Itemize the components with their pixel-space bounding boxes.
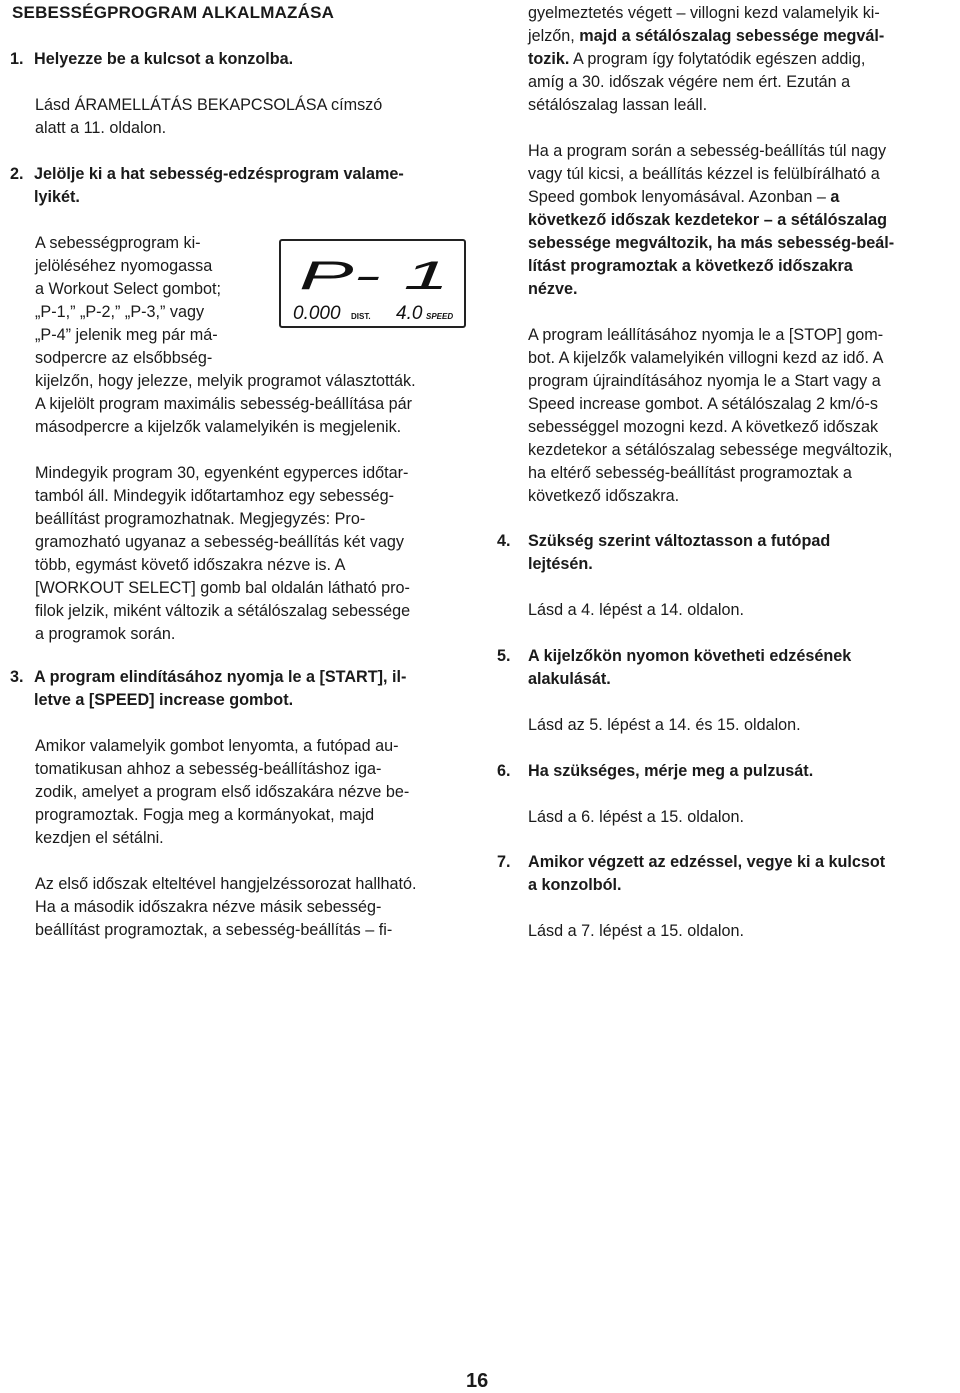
- override-paragraph: [528, 140, 958, 209]
- step-4-reference: Lásd a 4. lépést a 14. oldalon.: [528, 601, 744, 619]
- distance-readout: 0.000: [293, 303, 341, 324]
- step-3: [10, 666, 470, 712]
- step-5: [497, 645, 957, 691]
- override-text: Ha a program során a sebesség-beállítás túl nagy vagy túl kicsi, a beállítás kézzel is felülbírálható a Speed gombok lenyomásával. Azonban –: [528, 142, 887, 206]
- console-display-svg: [281, 241, 464, 326]
- step-6-heading: Ha szükséges, mérje meg a pulzusát.: [528, 762, 814, 780]
- step-2-paragraph-continued: kijelzőn, hogy jelezze, melyik programot választották. A kijelölt program maximális sebesség-beállítása pár másodpercre a kijelzők valamelyikén is megjelenik.: [35, 372, 416, 436]
- right-continuation-line-2: [528, 25, 884, 48]
- console-display-illustration: [279, 239, 466, 328]
- page-number: 16: [466, 1370, 489, 1392]
- step-3-number: 3.: [10, 668, 24, 686]
- speed-label: SPEED: [426, 312, 454, 321]
- step-4: [497, 530, 957, 576]
- step-7-number: 7.: [497, 853, 511, 871]
- program-readout: P- 1: [299, 254, 449, 298]
- step-1-reference: Lásd ÁRAMELLÁTÁS BEKAPCSOLÁSA címszó alatt a 11. oldalon.: [35, 96, 383, 137]
- step-4-heading: Szükség szerint változtasson a futópad lejtésén.: [528, 532, 831, 573]
- step-6-number: 6.: [497, 762, 511, 780]
- distance-label: DIST.: [351, 312, 371, 321]
- step-5-reference: Lásd az 5. lépést a 14. és 15. oldalon.: [528, 716, 801, 734]
- step-5-number: 5.: [497, 647, 511, 665]
- step-7-heading: Amikor végzett az edzéssel, vegye ki a kulcsot a konzolból.: [528, 853, 886, 894]
- step-7: [497, 851, 957, 897]
- override-emphasis: következő időszak kezdetekor – a sétálószalag sebessége megváltozik, ha más sebesség-beál- lítást programoztak a következő időszakra nézve.: [528, 211, 895, 298]
- continuation-text: jelzőn,: [528, 27, 580, 45]
- continuation-emphasis-end: tozik.: [528, 50, 570, 68]
- continuation-text-2: A program így folytatódik egészen addig,: [569, 50, 866, 68]
- step-7-reference: Lásd a 7. lépést a 15. oldalon.: [528, 922, 744, 940]
- step-6-reference: Lásd a 6. lépést a 15. oldalon.: [528, 808, 744, 826]
- step-3-heading: A program elindításához nyomja le a [START], il- letve a [SPEED] increase gombot.: [34, 668, 407, 709]
- stop-paragraph: A program leállításához nyomja le a [STOP] gom- bot. A kijelzők valamelyikén villogni kezd az idő. A program újraindításához nyomja le a Start vagy a Speed increase gombot. A sétálószalag 2 km/ó-s sebességgel mozogni kezd. A következő időszak kezdetekor a sétálószalag sebessége megváltozik, ha eltérő sebesség-beállítást programoztak a következő időszakra.: [528, 326, 893, 505]
- step-4-number: 4.: [497, 532, 511, 550]
- step-6: [497, 760, 957, 783]
- step-2: [10, 163, 470, 209]
- step-3-paragraph-2: Az első időszak elteltével hangjelzéssorozat hallható. Ha a második időszakra nézve másik sebesség- beállítást programoztak, a sebesség-beállítás – fi-: [35, 875, 417, 939]
- right-continuation-line-3: [528, 48, 865, 71]
- step-1-heading: Helyezze be a kulcsot a konzolba.: [34, 50, 294, 68]
- step-2-paragraph-2: Mindegyik program 30, egyenként egyperces időtar- tamból áll. Mindegyik időtartamhoz egy sebesség- beállítást programozhatnak. Megjegyzés: Pro- gramozható ugyanaz a sebesség-beállítás két vagy több, egymást követő időszakra nézve is. A [WORKOUT SELECT] gomb bal oldalán látható pro- filok jelzik, miként változik a sétálószalag sebessége a programok során.: [35, 464, 411, 643]
- continuation-emphasis: majd a sétálószalag sebessége megvál-: [579, 27, 885, 45]
- right-continuation-line-1: gyelmeztetés végett – villogni kezd valamelyik ki-: [528, 4, 880, 22]
- step-3-paragraph-1: Amikor valamelyik gombot lenyomta, a futópad au- tomatikusan ahhoz a sebesség-beállításhoz iga- zodik, amelyet a program első időszakára nézve be- programoztak. Fogja meg a kormányokat, majd kezdjen el sétálni.: [35, 737, 410, 847]
- page-title: SEBESSÉGPROGRAM ALKALMAZÁSA: [12, 3, 335, 22]
- step-2-number: 2.: [10, 165, 24, 183]
- step-1-number: 1.: [10, 50, 24, 68]
- speed-readout: 4.0: [396, 303, 423, 324]
- step-2-heading: Jelölje ki a hat sebesség-edzésprogram valame- lyikét.: [34, 165, 404, 206]
- right-continuation-rest: amíg a 30. időszak végére nem ért. Ezután a sétálószalag lassan leáll.: [528, 73, 851, 114]
- override-emphasis-a: a: [830, 188, 840, 206]
- step-2-wrapped-paragraph: A sebességprogram ki- jelöléséhez nyomogassa a Workout Select gombot; „P-1,” „P-2,” „P-3,” vagy „P-4” jelenik meg pár má- sodpercre az elsőbbség-: [35, 234, 221, 367]
- step-5-heading: A kijelzőkön nyomon követheti edzésének alakulását.: [528, 647, 852, 688]
